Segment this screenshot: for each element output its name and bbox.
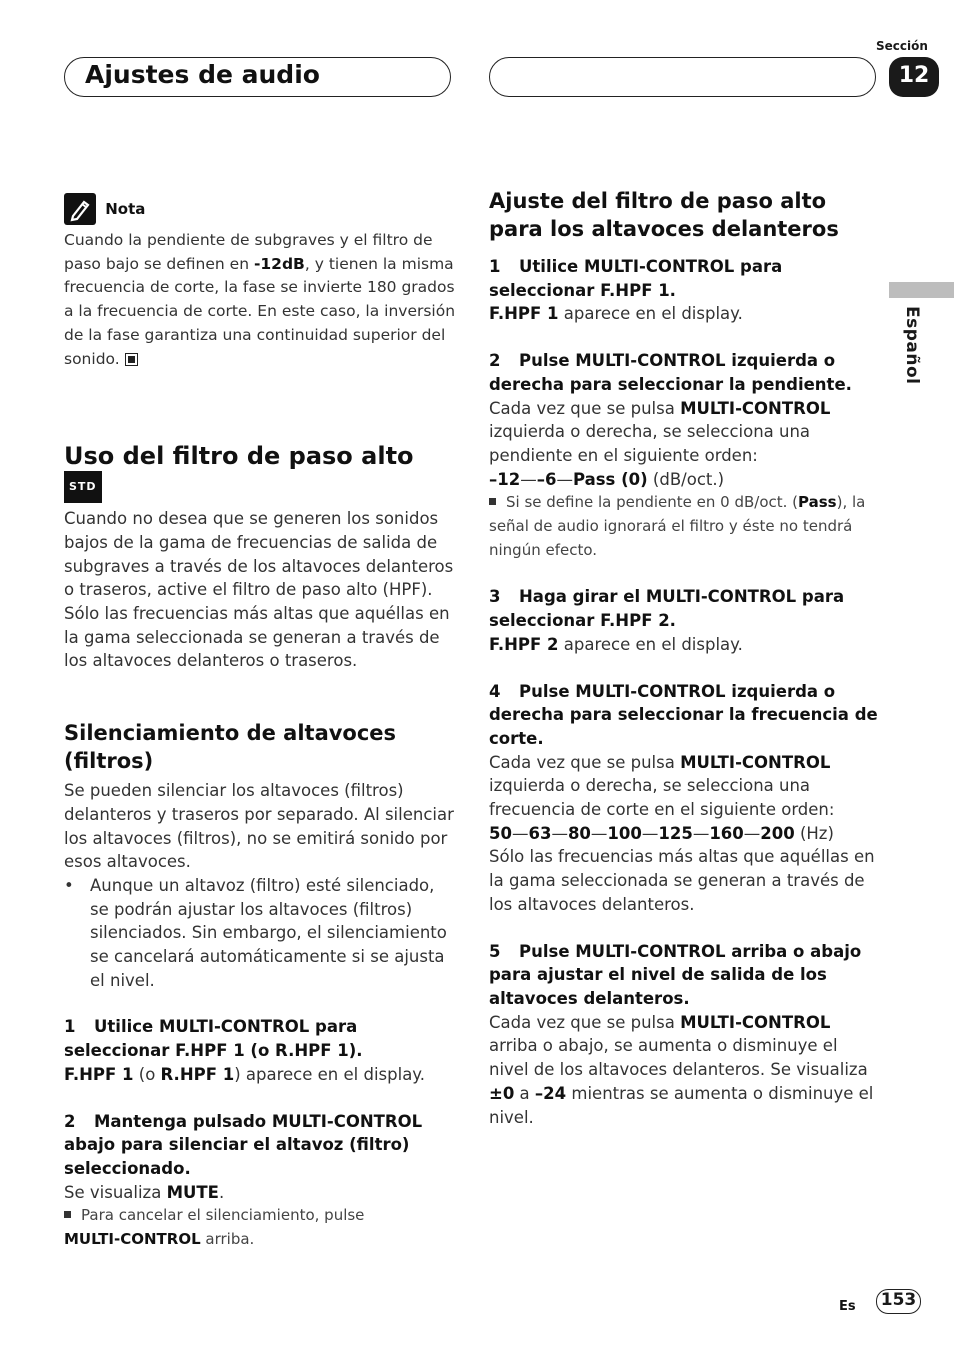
r-step-4-text: Cada vez que se pulsa MULTI-CONTROL izquierda o derecha, se selecciona una frecuencia de corte en el siguiente orden: (489, 752, 835, 820)
step-1-text: F.HPF 1 (o R.HPF 1) aparece en el display. (64, 1064, 425, 1084)
header-right-frame (489, 57, 876, 97)
r-step-2-title: 2 Pulse MULTI-CONTROL izquierda o derecha para seleccionar la pendiente. (489, 351, 852, 394)
nota-paragraph: Cuando la pendiente de subgraves y el filtro de paso bajo se definen en -12dB, y tienen la misma frecuencia de corte, la fase se invierte 180 grados a la frecuencia de corte. En este caso, la inversión de la fase garantiza una continuidad superior del sonido. (64, 231, 456, 368)
r-step-5-title: 5 Pulse MULTI-CONTROL arriba o abajo para ajustar el nivel de salida de los altavoces delanteros. (489, 941, 862, 1008)
silenciamiento-paragraph: Se pueden silenciar los altavoces (filtros) delanteros y traseros por separado. Al silenciar los altavoces (filtros), no se emitirá sonido por esos altavoces. (64, 781, 454, 872)
step-2-text: Se visualiza MUTE. (64, 1182, 225, 1202)
bullet-item: • Aunque un altavoz (filtro) esté silenciado, se podrán ajustar los altavoces (filtros) silenciados. Sin embargo, el silenciamiento se cancelará automáticamente si se ajusta el nivel. (64, 875, 447, 990)
std-badge: STD (64, 471, 102, 503)
page-section-title: Ajustes de audio (85, 60, 320, 89)
left-column (64, 193, 456, 1252)
language-side-label: Español (902, 306, 922, 385)
step-2-title: 2 Mantenga pulsado MULTI-CONTROL abajo para silenciar el altavoz (filtro) seleccionado. (64, 1111, 423, 1178)
right-column (489, 187, 881, 1129)
step-2-note-cont: MULTI-CONTROL arriba. (64, 1230, 255, 1249)
r-step-5-text: Cada vez que se pulsa MULTI-CONTROL arriba o abajo, se aumenta o disminuye el nivel de los altavoces delanteros. Se visualiza ±0 a –24 mientras se aumenta o disminuye el nivel. (489, 1012, 874, 1127)
r-step-4-text-2: Sólo las frecuencias más altas que aquéllas en la gama seleccionada se generan a través de los altavoces delanteros. (489, 847, 875, 914)
page-number: 153 (876, 1289, 921, 1314)
end-of-section-mark (125, 353, 138, 366)
section-number-badge: 12 (889, 57, 939, 97)
heading-uso-filtro: Uso del filtro de paso alto STD (64, 441, 456, 503)
r-step-3-text: F.HPF 2 aparece en el display. (489, 634, 743, 654)
r-step-1-text: F.HPF 1 aparece en el display. (489, 304, 743, 324)
seccion-label: Sección (876, 39, 928, 53)
r-step-3-title: 3 Haga girar el MULTI-CONTROL para seleccionar F.HPF 2. (489, 587, 845, 631)
r-step-2-text: Cada vez que se pulsa MULTI-CONTROL izquierda o derecha, se selecciona una pendiente en el siguiente orden: (489, 398, 831, 465)
r-step-2-note: Si se define la pendiente en 0 dB/oct. (Pass), la señal de audio ignorará el filtro y éste no tendrá ningún efecto. (489, 493, 866, 559)
heading-ajuste-filtro: Ajuste del filtro de paso alto para los altavoces delanteros (489, 189, 839, 241)
r-step-1-title: 1 Utilice MULTI-CONTROL para seleccionar F.HPF 1. (489, 257, 783, 300)
language-side-tab (889, 282, 954, 298)
r-step-4-title: 4 Pulse MULTI-CONTROL izquierda o derecha para seleccionar la frecuencia de corte. (489, 681, 878, 748)
r-step-2-sequence: –12—–6—Pass (0) (dB/oct.) (489, 469, 725, 489)
heading-silenciamiento: Silenciamiento de altavoces (filtros) (64, 721, 397, 774)
step-1-title: 1 Utilice MULTI-CONTROL para seleccionar F.HPF 1 (o R.HPF 1). (64, 1017, 363, 1061)
r-step-4-frequencies: 50—63—80—100—125—160—200 (Hz) (489, 823, 834, 843)
intro-paragraph: Cuando no desea que se generen los sonidos bajos de la gama de frecuencias de salida de subgraves a través de los altavoces delanteros o traseros, active el filtro de paso alto (HPF). Sólo las frecuencias más altas que aquéllas en la gama seleccionada se generan a través de los altavoces delanteros o traseros. (64, 509, 454, 671)
footer-lang-code: Es (839, 1299, 856, 1314)
note-pencil-icon (64, 193, 96, 225)
nota-label: Nota (105, 199, 146, 218)
step-2-note: Para cancelar el silenciamiento, pulse (64, 1204, 456, 1228)
